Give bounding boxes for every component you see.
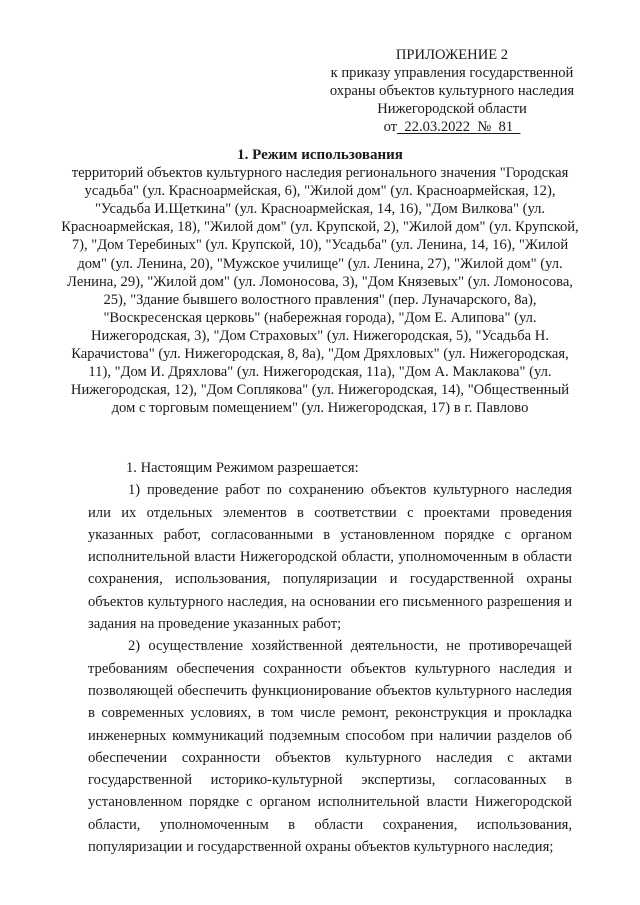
regime-heading [60,146,580,417]
appendix-line-1: к приказу управления государственной [330,65,574,81]
appendix-line-2: охраны объектов культурного наследия [329,83,575,99]
appendix-header [312,46,592,136]
order-number: 81 [491,119,521,135]
order-reference [312,118,592,136]
order-number-label: № [477,119,492,135]
section-title: 1. Режим использования [237,147,403,163]
document-body [88,457,572,858]
section-subtitle: территорий объектов культурного наследия регионального значения "Городская усадьба" (ул. Красноармейская, 6), "Жилой дом" (ул. Красноармейская, 12), "Усадьба И.Щеткина" (ул. Красноармейская, 14, 16), "Дом Вилкова" (ул. Красноармейская, 18), "Жилой дом" (ул. Крупской, 2), "Жилой дом" (ул. Крупской, 7), "Дом Теребиных" (ул. Крупской, 10), "Усадьба" (ул. Ленина, 14, 16), "Жилой дом" (ул. Ленина, 20), "Мужское училище" (ул. Ленина, 27), "Жилой дом" (ул. Ленина, 29), "Жилой дом" (ул. Ломоносова, 3), "Дом Князевых" (ул. Ломоносова, 25), "Здание бывшего волостного правления" (пер. Луначарского, 8а), "Воскресенская церковь" (набережная города), "Дом Е. Алипова" (ул. Нижегородская, 3), "Дом Страховых" (ул. Нижегородская, 5), "Усадьба Н. Карачистова" (ул. Нижегородская, 8, 8а), "Дом Дряхловых" (ул. Нижегородская, 11), "Дом И. Дряхлова" (ул. Нижегородская, 11а), "Дом А. Маклакова" (ул. Нижегородская, 12), "Дом Соплякова" (ул. Нижегородская, 14), "Общественный дом с торговым помещением" (ул. Нижегородская, 17) в г. Павлово [61,165,579,417]
appendix-title: ПРИЛОЖЕНИЕ 2 [395,47,509,63]
appendix-line-3: Нижегородской области [377,101,527,117]
clause-1-item-2: 2) осуществление хозяйственной деятельности, не противоречащей требованиям обеспечения сохранности объектов культурного наследия и позволяющей обеспечить функционирование объектов культурного наследия в современных условиях, в том числе ремонт, реконструкция и прокладка инженерных коммуникаций подземным способом при наличии разделов об обеспечении сохранности объектов культурного наследия с актами государственной историко-культурной экспертизы, согласованных в установленном порядке с органом исполнительной власти Нижегородской области, уполномоченным в области сохранения, использования, популяризации и государственной охраны объектов культурного наследия; [88,638,572,856]
order-prefix: от [383,119,398,135]
clause-1-item-1: 1) проведение работ по сохранению объектов культурного наследия или их отдельных элементов в соответствии с проектами проведения указанных работ, согласованными в установленном порядке с органом исполнительной власти Нижегородской области, уполномоченным в области сохранения, использования, популяризации и государственной охраны объектов культурного наследия, на основании его письменного разрешения и задания на проведение указанных работ; [88,482,572,633]
order-date: 22.03.2022 [397,119,478,135]
clause-1-intro: 1. Настоящим Режимом разрешается: [126,460,359,476]
